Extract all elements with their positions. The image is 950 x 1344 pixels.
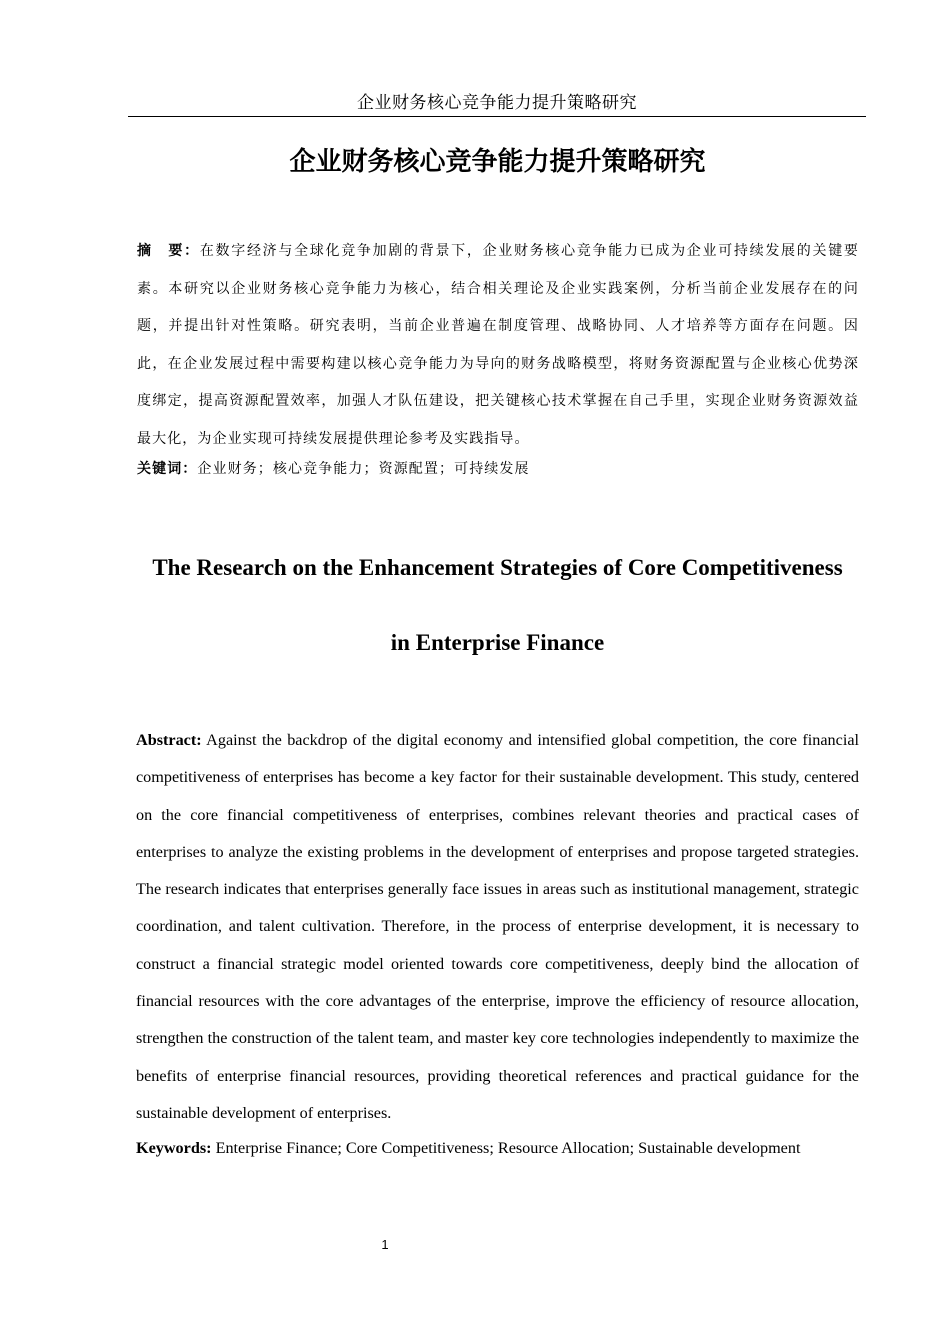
chinese-keywords-label: 关键词： xyxy=(137,461,198,477)
chinese-keywords-text: 企业财务；核心竞争能力；资源配置；可持续发展 xyxy=(197,461,530,477)
english-keywords-text: Enterprise Finance; Core Competitiveness; Resource Allocation; Sustainable development xyxy=(211,1139,801,1157)
chinese-keywords xyxy=(137,455,859,483)
english-abstract xyxy=(136,722,859,1132)
chinese-abstract-text: 在数字经济与全球化竞争加剧的背景下，企业财务核心竞争能力已成为企业可持续发展的关键要素。本研究以企业财务核心竞争能力为核心，结合相关理论及企业实践案例，分析当前企业发展存在的问题，并提出针对性策略。研究表明，当前企业普遍在制度管理、战略协同、人才培养等方面存在问题。因此，在企业发展过程中需要构建以核心竞争能力为导向的财务战略模型，将财务资源配置与企业核心优势深度绑定，提高资源配置效率，加强人才队伍建设，把关键核心技术掌握在自己手里，实现企业财务资源效益最大化，为企业实现可持续发展提供理论参考及实践指导。 xyxy=(137,243,859,447)
page-number: 1 xyxy=(381,1237,389,1252)
english-title-line-2: in Enterprise Finance xyxy=(390,630,605,655)
english-title-line-1: The Research on the Enhancement Strategies of Core Competitiveness xyxy=(152,555,843,580)
english-abstract-label: Abstract: xyxy=(136,731,202,749)
english-abstract-text: Against the backdrop of the digital economy and intensified global competition, the core financial competitiveness of enterprises has become a key factor for their sustainable development. This study, centered on the core financial competitiveness of enterprises, combines relevant theories and practical cases of enterprises to analyze the existing problems in the development of enterprises and propose targeted strategies. The research indicates that enterprises generally face issues in areas such as institutional management, strategic coordination, and talent cultivation. Therefore, in the process of enterprise development, it is necessary to construct a financial strategic model oriented towards core competitiveness, deeply bind the allocation of financial resources with the core advantages of the enterprise, improve the efficiency of resource allocation, strengthen the construction of the talent team, and master key core technologies independently to maximize the benefits of enterprise financial resources, providing theoretical references and practical guidance for the sustainable development of enterprises. xyxy=(136,731,859,1122)
english-keywords xyxy=(136,1134,859,1162)
english-keywords-label: Keywords: xyxy=(136,1139,212,1157)
chinese-abstract-label: 摘 要： xyxy=(137,243,200,259)
running-header: 企业财务核心竞争能力提升策略研究 xyxy=(128,90,866,117)
chinese-title: 企业财务核心竞争能力提升策略研究 xyxy=(289,147,706,177)
chinese-abstract xyxy=(137,233,859,458)
english-title xyxy=(100,530,895,680)
